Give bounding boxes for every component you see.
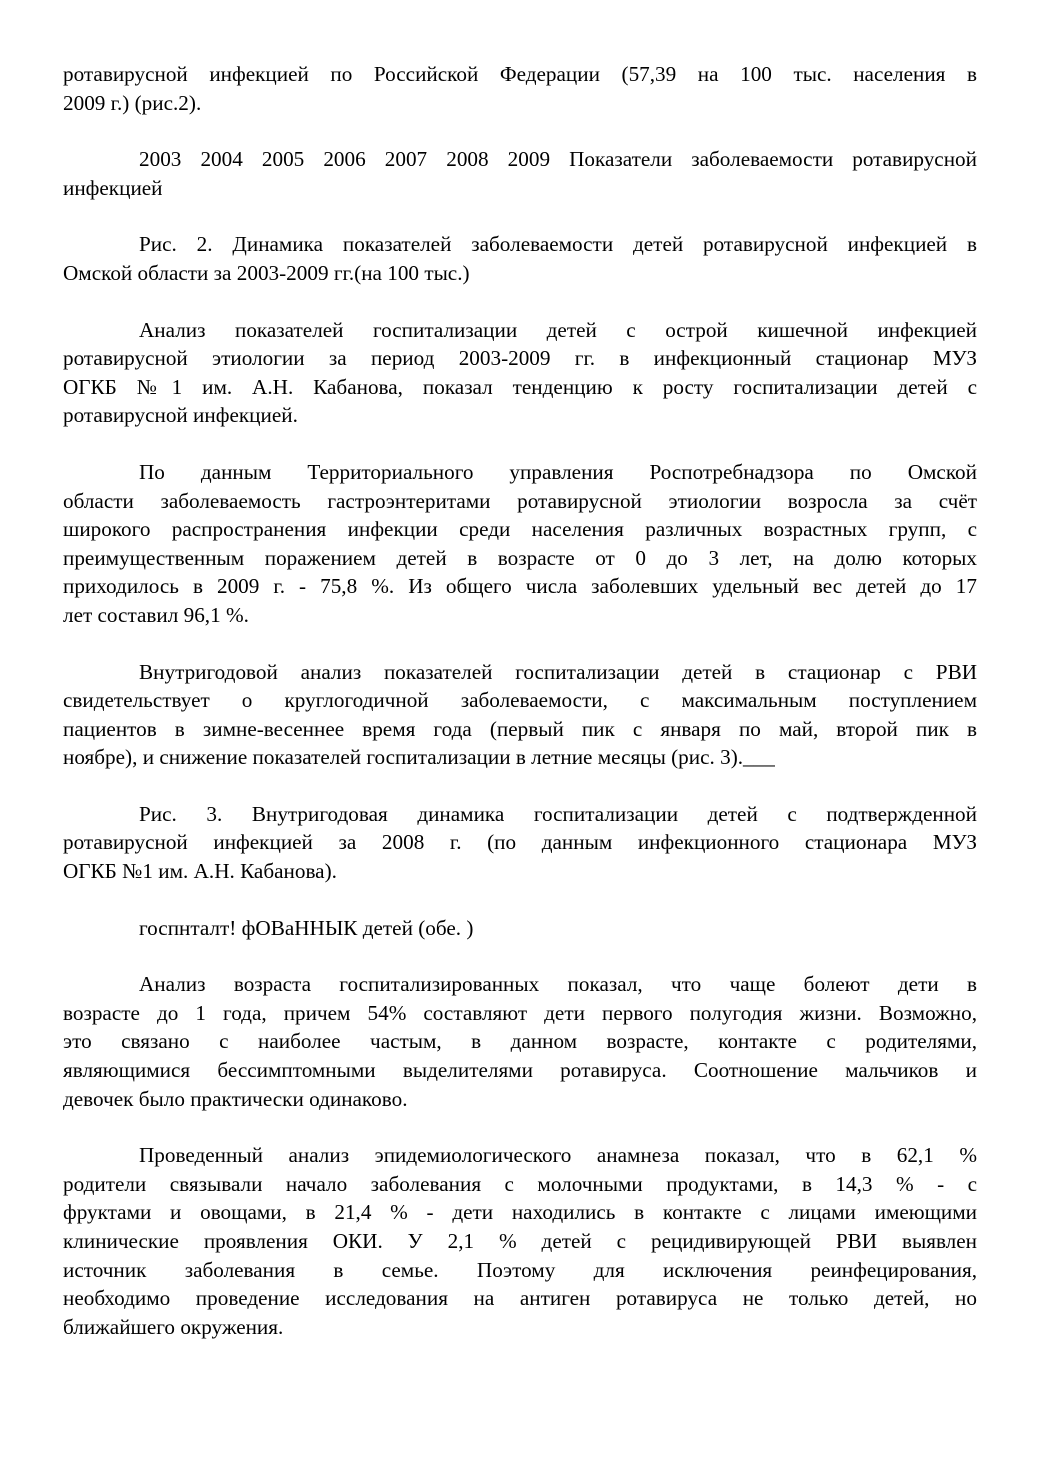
text-line: ОГКБ №1 им. А.Н. Кабанова). [63, 859, 337, 884]
text-line: 2009 г.) (рис.2). [63, 90, 202, 115]
text-line: Рис. 2. Динамика показателей заболеваемости детей ротавирусной инфекцией в [139, 232, 977, 257]
text-line: это связано с наиболее частым, в данном возрасте, контакте с родителями, [63, 1029, 977, 1054]
text-line: лет составил 96,1 %. [63, 602, 249, 627]
text-line: ротавирусной инфекцией. [63, 403, 298, 428]
text-line: Анализ возраста госпитализированных показал, что чаще болеют дети в [139, 972, 977, 997]
paragraph-ocr-remnant [63, 914, 977, 943]
text-line: необходимо проведение исследования на антиген ротавируса не только детей, но [63, 1286, 977, 1311]
text-line: преимущественным поражением детей в возрасте от 0 до 3 лет, на долю которых [63, 545, 977, 570]
paragraph-epidemiological-anamnesis [63, 1141, 977, 1341]
paragraph-intra-year-analysis [63, 658, 977, 772]
text-line: пациентов в зимне-весеннее время года (первый пик с января по май, второй пик в [63, 716, 977, 741]
text-line: ротавирусной инфекцией по Российской Федерации (57,39 на 100 тыс. населения в [63, 62, 977, 86]
text-line: возрасте до 1 года, причем 54% составляют дети первого полугодия жизни. Возможно, [63, 1000, 977, 1025]
text-line: фруктами и овощами, в 21,4 % - дети находились в контакте с лицами имеющими [63, 1200, 977, 1225]
text-line: ротавирусной инфекцией за 2008 г. (по данным инфекционного стационара МУЗ [63, 830, 977, 855]
text-line: девочек было практически одинаково. [63, 1086, 408, 1111]
text-line: клинические проявления ОКИ. У 2,1 % детей с рецидивирующей РВИ выявлен [63, 1229, 977, 1253]
text-line: родители связывали начало заболевания с молочными продуктами, в 14,3 % - с [63, 1171, 977, 1196]
text-line: являющимися бессимптомными выделителями ротавируса. Соотношение мальчиков и [63, 1058, 977, 1083]
text-line: области заболеваемость гастроэнтеритами ротавирусной этиологии возросла за счёт [63, 488, 977, 513]
paragraph-rospotrebnadzor [63, 458, 977, 630]
figure-2-caption [63, 230, 977, 287]
document-page [63, 60, 977, 1341]
text-line: свидетельствует о круглогодичной заболеваемости, с максимальным поступлением [63, 688, 977, 713]
text-line: широкого распространения инфекции среди населения различных возрастных групп, с [63, 517, 977, 542]
text-line: ноябре), и снижение показателей госпитализации в летние месяцы (рис. 3).___ [63, 745, 775, 770]
paragraph-age-analysis [63, 970, 977, 1113]
text-line: приходилось в 2009 г. - 75,8 %. Из общего числа заболевших удельный вес детей до 17 [63, 574, 977, 599]
text-line: инфекцией [63, 175, 163, 200]
text-line: госпнталт! фОВаННЫК детей (обе. ) [139, 915, 474, 940]
text-line: 2003 2004 2005 2006 2007 2008 2009 Показатели заболеваемости ротавирусной [139, 147, 977, 172]
paragraph-chart-remnant [63, 145, 977, 202]
text-line: ближайшего окружения. [63, 1314, 284, 1339]
paragraph-continuation [63, 60, 977, 117]
text-line: Проведенный анализ эпидемиологического анамнеза показал, что в 62,1 % [139, 1143, 977, 1168]
text-line: По данным Территориального управления Роспотребнадзора по Омской [139, 459, 977, 484]
figure-3-caption [63, 800, 977, 886]
text-line: Омской области за 2003-2009 гг.(на 100 тыс.) [63, 260, 470, 285]
text-line: Рис. 3. Внутригодовая динамика госпитализации детей с подтвержденной [139, 801, 977, 826]
text-line: Анализ показателей госпитализации детей с острой кишечной инфекцией [139, 317, 977, 342]
paragraph-hospitalization-analysis [63, 316, 977, 430]
text-line: ротавирусной этиологии за период 2003-2009 гг. в инфекционный стационар МУЗ [63, 346, 977, 371]
text-line: Внутригодовой анализ показателей госпитализации детей в стационар с РВИ [139, 659, 977, 684]
text-line: ОГКБ №1 им. А.Н. Кабанова, показал тенденцию к росту госпитализации детей с [63, 374, 977, 399]
text-line: источник заболевания в семье. Поэтому для исключения реинфецирования, [63, 1257, 977, 1282]
